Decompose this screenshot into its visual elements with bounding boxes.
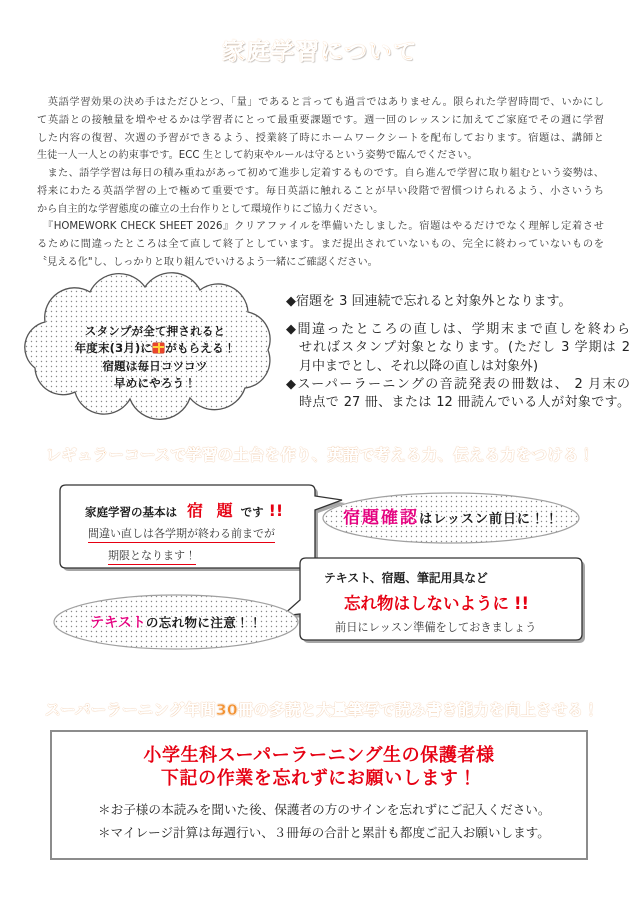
intro-line: 将来にわたる英語学習の上で極めて重要です。毎日英語に触れることが早い段階で習慣つけられるよう、小さいうち	[37, 185, 604, 197]
rule-line: 月中までとし、それ以降の直しは対象外)	[299, 358, 539, 374]
rule-line: ◆スーパーラーニングの音読発表の冊数は、 2 月末の	[286, 377, 630, 392]
homework-emphasis: 宿 題	[187, 501, 237, 520]
rule-line: ◆間違ったところの直しは、学期末まで直しを終わら	[286, 322, 630, 337]
parents-heading: 小学生科スーパーラーニング生の保護者様	[143, 745, 495, 766]
super-learning-banner: スーパーラーニング年間30冊の多読と大量筆写で読み書き能力を向上させる！	[45, 701, 599, 719]
text-rest: の忘れ物に注意！！	[145, 615, 262, 630]
text-highlight: テキスト	[90, 615, 146, 631]
correction-deadline-line: 間違い直しは各学期が終わる前までが	[88, 527, 275, 540]
rule-item	[286, 293, 630, 311]
forget-warning-line	[344, 593, 529, 615]
stamp-cloud-text	[45, 323, 265, 392]
text-reminder-text	[54, 611, 298, 634]
parents-note: ＊マイレージ計算は毎週行い、３冊毎の合計と累計も都度ご記入お願いします。	[98, 825, 550, 840]
regular-course-banner: レギュラーコースで学習の土台を作り、英語で考える力、伝える力をつける！	[45, 446, 595, 464]
intro-line: るために間違ったところは全て直して終了としています。まだ提出されていないもの、完全に終わっていないものを	[37, 239, 604, 250]
homework-exclaim: !!	[268, 501, 284, 520]
parents-heading: 下記の作業を忘れずにお願いします！	[160, 768, 478, 789]
forget-warning: 忘れ物はしないように	[344, 594, 509, 613]
intro-line: から自主的な学習態度の確立の土台作りとして環境作りにご協力ください。	[37, 203, 384, 215]
rule-item	[286, 376, 630, 413]
rule-item	[286, 321, 630, 376]
forget-items-line: テキスト、宿題、筆記用具など	[324, 571, 488, 585]
prepare-line: 前日にレッスン準備をしておきましょう	[335, 621, 537, 634]
page-title: 家庭学習について	[222, 39, 418, 65]
rule-line: 時点で 27 冊、または 12 冊読んでいる人が対象です。	[299, 395, 630, 411]
gift-icon	[153, 343, 164, 353]
check-highlight: 宿題確認	[343, 508, 420, 528]
homework-basic-line	[85, 500, 283, 523]
cloud-line-early: 早めにやろう！	[114, 375, 196, 390]
intro-line: また、語学学習は毎日の積み重ねがあって初めて進歩し定着するものです。自ら進んで学習に取り組むという姿勢は、	[37, 168, 604, 179]
forget-exclaim: !!	[514, 594, 530, 613]
intro-line: した内容の復習、次週の予習ができるよう、授業終了時にホームワークシートを配布しております。宿題は、講師と	[37, 132, 604, 144]
intro-line: 『HOMEWORK CHECK SHEET 2026』クリアファイルを準備いたしました。宿題はやるだけでなく理解し定着させ	[37, 221, 604, 233]
homework-lead: 家庭学習の基本は	[85, 505, 177, 519]
rule-line: ◆宿題を 3 回連続で忘れると対象外となります。	[286, 294, 572, 309]
parents-note: ＊お子様の本読みを聞いた後、保護者の方のサインを忘れずにご記入ください。	[98, 802, 551, 817]
cloud-reward-before: 年度末(3月)に	[74, 341, 153, 356]
intro-line: 生徒一人一人との約束事です。ECC 生として約束やルールは守るという姿勢で臨んでください。	[37, 150, 478, 162]
homework-tail: です	[240, 505, 264, 519]
cloud-line-stamps: スタンプが全て押されると	[84, 324, 226, 338]
parents-notice-box	[50, 730, 588, 860]
correction-deadline-line: 期限となります！	[108, 549, 196, 562]
intro-line: 〝見える化"し、しっかりと取り組んでいけるよう一緒にご確認ください。	[37, 256, 378, 268]
rule-line: せればスタンプ対象となります。(ただし 3 学期は 2	[299, 340, 630, 356]
cloud-line-daily: 宿題は毎日コツコツ	[102, 358, 208, 373]
intro-line: 英語学習効果の決め手はただひとつ、「量」であると言っても過言ではありません。限られた学習時間で、いかにし	[37, 97, 604, 108]
intro-line: て英語との接触量を増やせるかは学習者にとって最重要課題です。週一回のレッスンに加えてご家庭でその週に学習	[37, 114, 604, 126]
cloud-line-reward	[45, 340, 265, 357]
cloud-reward-after: がもらえる！	[165, 341, 236, 356]
check-rest: はレッスン前日に！！	[419, 512, 559, 527]
intro-text	[37, 94, 604, 272]
check-day-text	[322, 507, 580, 531]
